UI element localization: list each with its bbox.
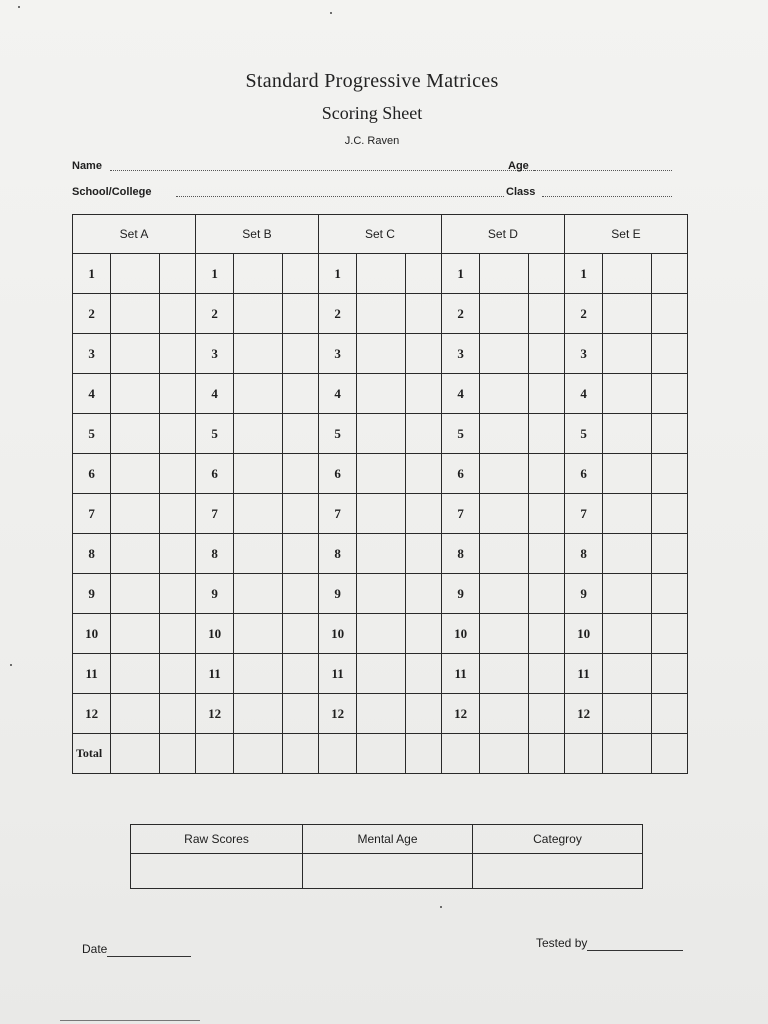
item-number: 6 [441, 454, 479, 494]
answer-cell[interactable] [357, 414, 405, 454]
score-cell[interactable] [159, 654, 195, 694]
category-cell[interactable] [473, 854, 643, 889]
item-row [73, 574, 688, 614]
sheet-author: J.C. Raven [344, 135, 400, 147]
score-cell[interactable] [405, 334, 441, 374]
item-number: 7 [73, 494, 111, 534]
answer-cell[interactable] [603, 454, 651, 494]
score-cell[interactable] [528, 534, 564, 574]
answer-cell[interactable] [480, 254, 528, 294]
answer-cell[interactable] [357, 454, 405, 494]
answer-cell[interactable] [111, 334, 159, 374]
score-cell[interactable] [405, 654, 441, 694]
score-cell[interactable] [651, 294, 687, 334]
answer-cell[interactable] [603, 334, 651, 374]
score-cell[interactable] [282, 294, 318, 334]
answer-cell[interactable] [234, 614, 282, 654]
score-cell[interactable] [651, 614, 687, 654]
total-cell[interactable] [234, 734, 282, 774]
score-cell[interactable] [405, 374, 441, 414]
answer-cell[interactable] [357, 694, 405, 734]
item-number: 4 [441, 374, 479, 414]
item-number: 3 [318, 334, 356, 374]
answer-cell[interactable] [111, 614, 159, 654]
score-cell[interactable] [405, 254, 441, 294]
answer-cell[interactable] [603, 654, 651, 694]
item-number: 8 [195, 534, 233, 574]
answer-cell[interactable] [480, 574, 528, 614]
item-number: 6 [195, 454, 233, 494]
item-number: 7 [195, 494, 233, 534]
date-field[interactable] [107, 942, 191, 957]
date-label: Date [82, 942, 108, 956]
item-number: 6 [73, 454, 111, 494]
answer-cell[interactable] [603, 414, 651, 454]
age-field[interactable] [534, 170, 672, 171]
total-cell[interactable] [111, 734, 159, 774]
answer-cell[interactable] [480, 654, 528, 694]
mental-age-cell[interactable] [303, 854, 473, 889]
item-number: 1 [73, 254, 111, 294]
score-cell[interactable] [528, 254, 564, 294]
answer-cell[interactable] [480, 494, 528, 534]
item-number: 10 [564, 614, 602, 654]
answer-cell[interactable] [480, 614, 528, 654]
paper-speck [440, 906, 442, 908]
item-number: 11 [318, 654, 356, 694]
answer-cell[interactable] [234, 574, 282, 614]
answer-cell[interactable] [357, 574, 405, 614]
item-row [73, 454, 688, 494]
item-number: 8 [564, 534, 602, 574]
item-number: 12 [73, 694, 111, 734]
total-cell[interactable] [651, 734, 687, 774]
score-cell[interactable] [528, 414, 564, 454]
score-cell[interactable] [651, 694, 687, 734]
name-age-row [72, 160, 678, 176]
total-cell[interactable] [480, 734, 528, 774]
total-cell[interactable] [282, 734, 318, 774]
paper-speck [10, 664, 12, 666]
total-cell[interactable] [528, 734, 564, 774]
item-number: 7 [441, 494, 479, 534]
answer-cell[interactable] [357, 374, 405, 414]
score-cell[interactable] [651, 374, 687, 414]
score-cell[interactable] [528, 454, 564, 494]
answer-cell[interactable] [603, 614, 651, 654]
item-number: 9 [73, 574, 111, 614]
score-cell[interactable] [405, 614, 441, 654]
sheet-title: Standard Progressive Matrices [245, 70, 499, 92]
answer-cell[interactable] [111, 574, 159, 614]
total-cell[interactable] [603, 734, 651, 774]
set-header-a: Set A [73, 215, 196, 254]
item-number: 3 [195, 334, 233, 374]
score-cell[interactable] [651, 574, 687, 614]
score-cell[interactable] [159, 414, 195, 454]
item-number: 4 [564, 374, 602, 414]
answer-cell[interactable] [111, 654, 159, 694]
answer-cell[interactable] [480, 534, 528, 574]
item-row [73, 614, 688, 654]
item-row [73, 654, 688, 694]
score-cell[interactable] [159, 454, 195, 494]
scoring-grid [72, 214, 688, 774]
item-number: 1 [195, 254, 233, 294]
score-cell[interactable] [651, 414, 687, 454]
score-cell[interactable] [282, 254, 318, 294]
answer-cell[interactable] [480, 694, 528, 734]
answer-cell[interactable] [234, 414, 282, 454]
score-cell[interactable] [282, 614, 318, 654]
answer-cell[interactable] [234, 694, 282, 734]
score-cell[interactable] [282, 374, 318, 414]
item-row [73, 374, 688, 414]
answer-cell[interactable] [357, 334, 405, 374]
item-number: 2 [564, 294, 602, 334]
item-number: 9 [195, 574, 233, 614]
item-number: 2 [318, 294, 356, 334]
answer-cell[interactable] [111, 294, 159, 334]
answer-cell[interactable] [234, 334, 282, 374]
total-cell[interactable] [195, 734, 233, 774]
score-cell[interactable] [282, 414, 318, 454]
item-number: 5 [564, 414, 602, 454]
score-cell[interactable] [405, 454, 441, 494]
paper-speck [18, 6, 20, 8]
total-label: Total [73, 734, 111, 774]
item-row [73, 414, 688, 454]
score-cell[interactable] [159, 294, 195, 334]
total-cell[interactable] [441, 734, 479, 774]
name-label: Name [72, 160, 102, 172]
score-cell[interactable] [282, 654, 318, 694]
tested-by-row [536, 936, 683, 951]
answer-cell[interactable] [480, 414, 528, 454]
item-number: 12 [318, 694, 356, 734]
score-cell[interactable] [528, 494, 564, 534]
answer-cell[interactable] [234, 534, 282, 574]
answer-cell[interactable] [111, 494, 159, 534]
score-cell[interactable] [159, 334, 195, 374]
score-cell[interactable] [282, 334, 318, 374]
score-cell[interactable] [159, 374, 195, 414]
school-label: School/College [72, 186, 152, 198]
total-cell[interactable] [318, 734, 356, 774]
score-cell[interactable] [405, 494, 441, 534]
answer-cell[interactable] [234, 454, 282, 494]
tested-by-label: Tested by [536, 936, 588, 950]
score-cell[interactable] [159, 494, 195, 534]
item-number: 10 [318, 614, 356, 654]
item-number: 5 [441, 414, 479, 454]
score-cell[interactable] [528, 614, 564, 654]
answer-cell[interactable] [480, 334, 528, 374]
answer-cell[interactable] [603, 694, 651, 734]
item-number: 6 [318, 454, 356, 494]
item-number: 5 [73, 414, 111, 454]
answer-cell[interactable] [357, 654, 405, 694]
answer-cell[interactable] [111, 414, 159, 454]
answer-cell[interactable] [603, 294, 651, 334]
set-header-e: Set E [564, 215, 687, 254]
score-cell[interactable] [528, 694, 564, 734]
class-field[interactable] [542, 196, 672, 197]
summary-table [130, 824, 643, 889]
item-number: 11 [564, 654, 602, 694]
answer-cell[interactable] [111, 694, 159, 734]
total-cell[interactable] [405, 734, 441, 774]
score-cell[interactable] [159, 534, 195, 574]
item-number: 4 [318, 374, 356, 414]
class-label: Class [506, 186, 536, 198]
item-number: 8 [441, 534, 479, 574]
answer-cell[interactable] [480, 374, 528, 414]
score-cell[interactable] [282, 494, 318, 534]
age-label: Age [508, 160, 529, 172]
answer-cell[interactable] [111, 254, 159, 294]
item-number: 11 [73, 654, 111, 694]
answer-cell[interactable] [603, 374, 651, 414]
item-number: 12 [441, 694, 479, 734]
score-cell[interactable] [651, 654, 687, 694]
item-number: 9 [564, 574, 602, 614]
item-number: 5 [318, 414, 356, 454]
item-row [73, 694, 688, 734]
item-row [73, 294, 688, 334]
item-number: 10 [441, 614, 479, 654]
sheet-subtitle: Scoring Sheet [321, 103, 423, 123]
answer-cell[interactable] [480, 294, 528, 334]
school-class-row [72, 186, 678, 202]
score-cell[interactable] [282, 574, 318, 614]
item-row [73, 534, 688, 574]
answer-cell[interactable] [357, 494, 405, 534]
item-number: 11 [195, 654, 233, 694]
item-number: 4 [195, 374, 233, 414]
answer-cell[interactable] [357, 534, 405, 574]
raw-scores-header: Raw Scores [131, 825, 303, 854]
item-number: 8 [73, 534, 111, 574]
item-number: 7 [318, 494, 356, 534]
item-number: 2 [195, 294, 233, 334]
score-cell[interactable] [651, 454, 687, 494]
answer-cell[interactable] [234, 294, 282, 334]
answer-cell[interactable] [234, 654, 282, 694]
total-cell[interactable] [159, 734, 195, 774]
answer-cell[interactable] [603, 534, 651, 574]
item-number: 1 [441, 254, 479, 294]
school-field[interactable] [176, 196, 504, 197]
item-row [73, 494, 688, 534]
total-cell[interactable] [357, 734, 405, 774]
score-cell[interactable] [282, 694, 318, 734]
total-cell[interactable] [564, 734, 602, 774]
score-cell[interactable] [405, 534, 441, 574]
item-number: 5 [195, 414, 233, 454]
item-number: 3 [564, 334, 602, 374]
set-header-b: Set B [195, 215, 318, 254]
score-cell[interactable] [405, 694, 441, 734]
score-cell[interactable] [159, 574, 195, 614]
set-header-d: Set D [441, 215, 564, 254]
score-cell[interactable] [528, 294, 564, 334]
score-cell[interactable] [651, 494, 687, 534]
score-cell[interactable] [651, 254, 687, 294]
item-number: 7 [564, 494, 602, 534]
answer-cell[interactable] [357, 294, 405, 334]
item-number: 12 [195, 694, 233, 734]
set-header-c: Set C [318, 215, 441, 254]
item-number: 1 [318, 254, 356, 294]
raw-scores-cell[interactable] [131, 854, 303, 889]
score-cell[interactable] [405, 574, 441, 614]
answer-cell[interactable] [111, 454, 159, 494]
answer-cell[interactable] [234, 494, 282, 534]
score-cell[interactable] [159, 694, 195, 734]
name-field[interactable] [110, 170, 534, 171]
answer-cell[interactable] [603, 494, 651, 534]
mental-age-header: Mental Age [303, 825, 473, 854]
score-cell[interactable] [282, 454, 318, 494]
score-cell[interactable] [405, 414, 441, 454]
item-row [73, 334, 688, 374]
score-cell[interactable] [528, 334, 564, 374]
answer-cell[interactable] [603, 254, 651, 294]
answer-cell[interactable] [234, 374, 282, 414]
item-number: 11 [441, 654, 479, 694]
answer-cell[interactable] [603, 574, 651, 614]
item-row [73, 254, 688, 294]
item-number: 10 [195, 614, 233, 654]
answer-cell[interactable] [111, 374, 159, 414]
item-number: 12 [564, 694, 602, 734]
answer-cell[interactable] [357, 614, 405, 654]
score-cell[interactable] [282, 534, 318, 574]
score-cell[interactable] [405, 294, 441, 334]
score-cell[interactable] [528, 574, 564, 614]
answer-cell[interactable] [357, 254, 405, 294]
date-row [82, 942, 191, 957]
item-number: 4 [73, 374, 111, 414]
item-number: 10 [73, 614, 111, 654]
item-number: 8 [318, 534, 356, 574]
score-cell[interactable] [159, 614, 195, 654]
category-header: Categroy [473, 825, 643, 854]
score-cell[interactable] [528, 374, 564, 414]
item-number: 9 [441, 574, 479, 614]
bottom-edge-line [60, 1020, 200, 1021]
score-cell[interactable] [651, 534, 687, 574]
item-number: 9 [318, 574, 356, 614]
item-number: 3 [73, 334, 111, 374]
answer-cell[interactable] [111, 534, 159, 574]
item-number: 6 [564, 454, 602, 494]
score-cell[interactable] [528, 654, 564, 694]
score-cell[interactable] [651, 334, 687, 374]
tested-by-field[interactable] [587, 936, 683, 951]
item-number: 1 [564, 254, 602, 294]
paper-speck [330, 12, 332, 14]
item-number: 3 [441, 334, 479, 374]
item-number: 2 [73, 294, 111, 334]
total-row [73, 734, 688, 774]
answer-cell[interactable] [480, 454, 528, 494]
score-cell[interactable] [159, 254, 195, 294]
item-number: 2 [441, 294, 479, 334]
answer-cell[interactable] [234, 254, 282, 294]
